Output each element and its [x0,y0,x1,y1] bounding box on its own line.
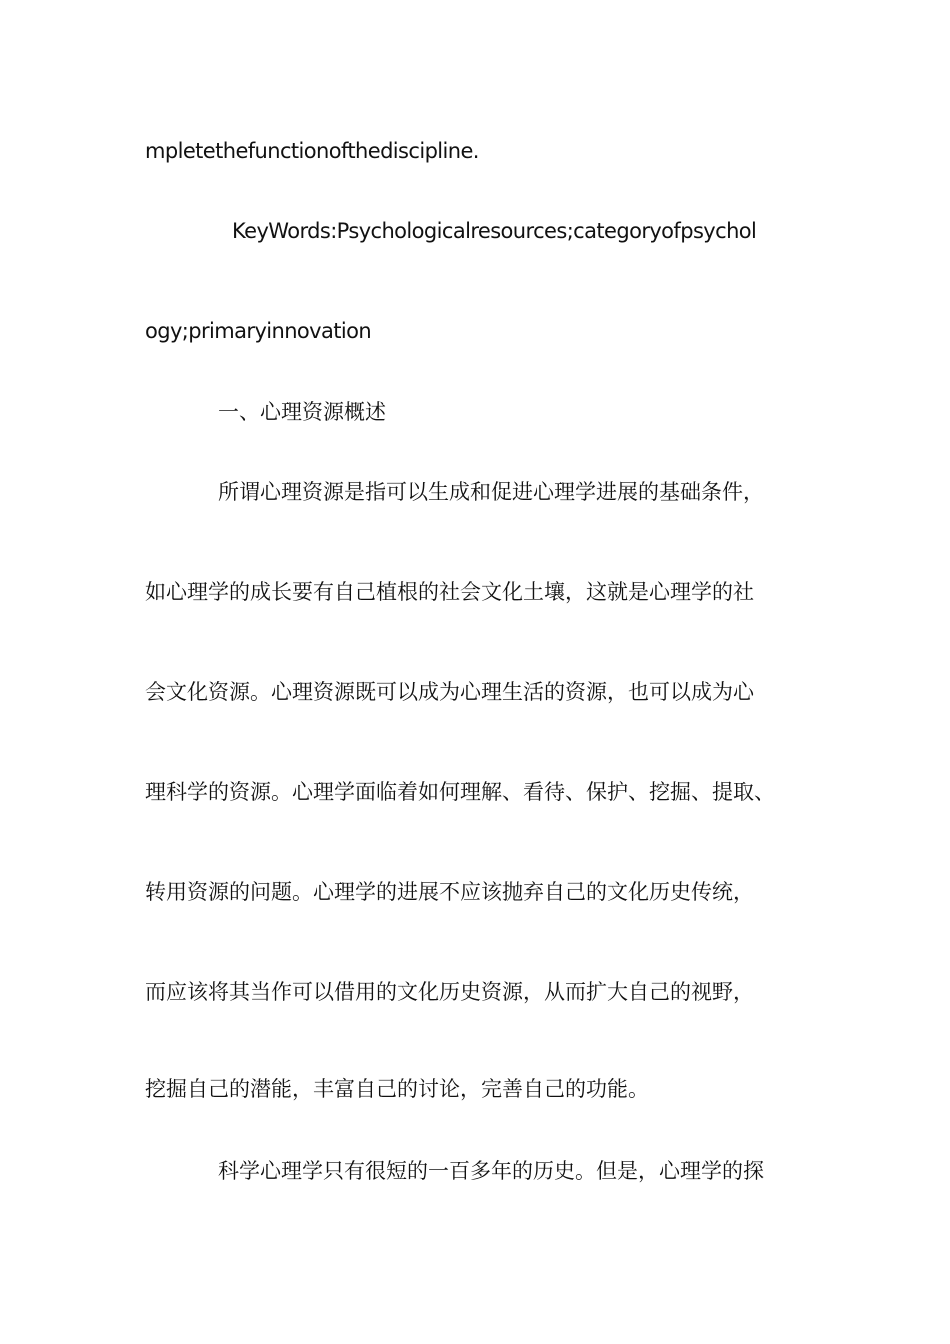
paragraph-line: 而应该将其当作可以借用的文化历史资源，从而扩大自己的视野， [145,980,754,1004]
section-heading: 一、心理资源概述 [218,400,386,424]
abstract-text-end: mpletethefunctionofthediscipline. [145,139,479,163]
paragraph-line: 挖掘自己的潜能，丰富自己的讨论，完善自己的功能。 [145,1077,649,1101]
paragraph-line: 转用资源的问题。心理学的进展不应该抛弃自己的文化历史传统， [145,880,754,904]
keywords-line: KeyWords:Psychologicalresources;categoryofpsychol [232,219,757,243]
keywords-line-continued: ogy;primaryinnovation [145,319,372,343]
paragraph-line: 如心理学的成长要有自己植根的社会文化土壤，这就是心理学的社 [145,580,754,604]
paragraph-line: 科学心理学只有很短的一百多年的历史。但是，心理学的探 [218,1159,764,1183]
paragraph-line: 理科学的资源。心理学面临着如何理解、看待、保护、挖掘、提取、 [145,780,775,804]
paragraph-line: 所谓心理资源是指可以生成和促进心理学进展的基础条件， [218,480,764,504]
paragraph-line: 会文化资源。心理资源既可以成为心理生活的资源，也可以成为心 [145,680,754,704]
